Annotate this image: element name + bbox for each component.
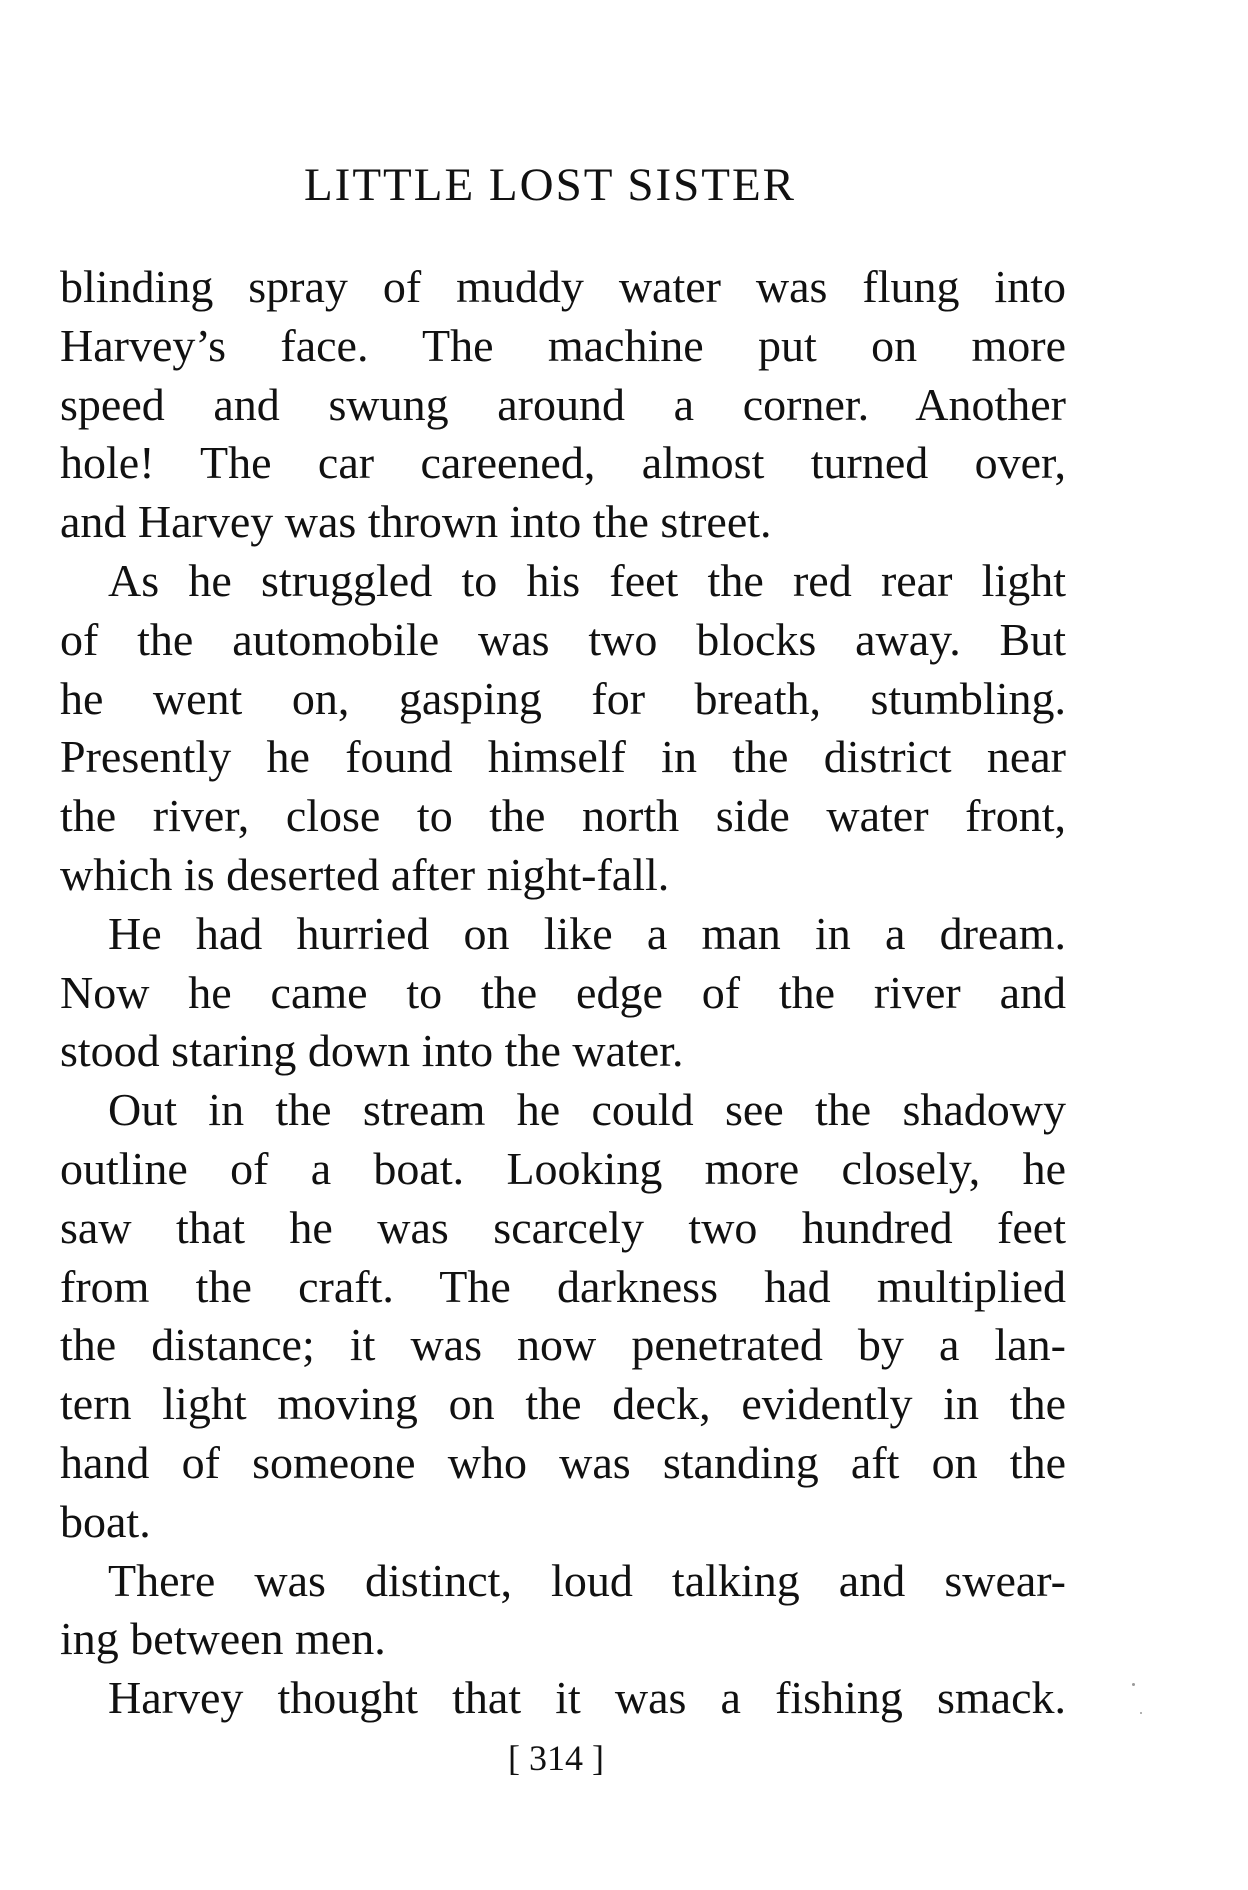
page-number: [ 314 ] [508,1738,604,1778]
running-head: LITTLE LOST SISTER [303,159,797,211]
text-line: Now he came to the edge of the river and [60,966,1066,1018]
text-line: Out in the stream he could see the shadowy [108,1084,1066,1136]
text-line: outline of a boat. Looking more closely, he [60,1142,1066,1194]
text-line: the river, close to the north side water front, [60,790,1066,842]
text-line: ing between men. [60,1613,386,1665]
text-line: stood staring down into the water. [60,1025,684,1077]
text-line: the distance; it was now penetrated by a lan- [60,1319,1066,1371]
text-line: tern light moving on the deck, evidently in the [60,1378,1066,1430]
scan-speck [1132,1683,1135,1686]
text-line: saw that he was scarcely two hundred feet [60,1201,1066,1253]
text-line: hand of someone who was standing aft on the [60,1436,1066,1488]
text-line: which is deserted after night-fall. [60,848,670,900]
scan-speck [1140,1712,1142,1714]
text-line: of the automobile was two blocks away. But [60,613,1066,665]
text-line: he went on, gasping for breath, stumbling. [60,672,1066,724]
text-line: Presently he found himself in the district near [60,731,1066,783]
body-text [60,258,1066,1728]
text-line: Harvey thought that it was a fishing smack. [108,1672,1066,1724]
text-line: As he struggled to his feet the red rear light [108,554,1066,606]
text-line: and Harvey was thrown into the street. [60,496,772,548]
text-line: boat. [60,1495,151,1547]
text-line: He had hurried on like a man in a dream. [108,907,1066,959]
text-line: Harvey’s face. The machine put on more [60,319,1066,371]
text-line: blinding spray of muddy water was flung into [60,261,1066,312]
text-line: speed and swung around a corner. Another [60,378,1066,430]
text-line: There was distinct, loud talking and swear- [108,1554,1066,1606]
text-line: from the craft. The darkness had multiplied [60,1260,1066,1312]
text-line: hole! The car careened, almost turned over, [60,437,1066,489]
